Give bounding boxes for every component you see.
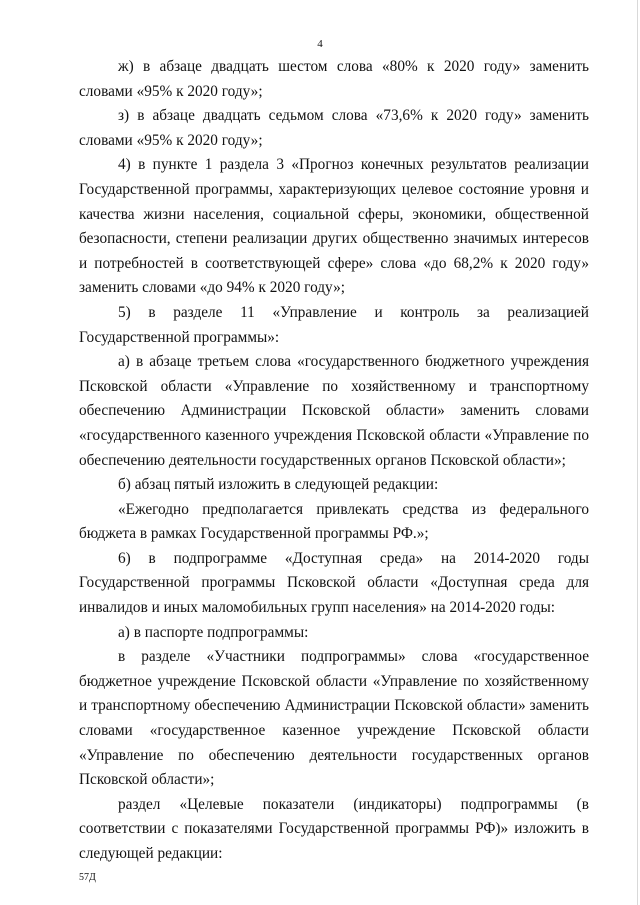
paragraph-indicators: раздел «Целевые показатели (индикаторы) подпрограммы (в соответствии с показателями Государственной программы РФ)» изложить в следующей редакции:	[79, 795, 589, 862]
paragraph-item-5: 5) в разделе 11 «Управление и контроль за реализацией Государственной программы»:	[79, 303, 589, 346]
document-body	[79, 55, 589, 867]
paragraph-item-6a: а) в паспорте подпрограммы:	[118, 623, 309, 641]
scan-edge-line	[637, 0, 638, 905]
paragraph-quote: «Ежегодно предполагается привлекать средства из федерального бюджета в рамках Государственной программы РФ.»;	[79, 500, 589, 543]
paragraph-item-6: 6) в подпрограмме «Доступная среда» на 2014-2020 годы Государственной программы Псковской области «Доступная среда для инвалидов и иных маломобильных групп населения» на 2014-2020 годы:	[79, 549, 589, 617]
paragraph-participants: в разделе «Участники подпрограммы» слова «государственное бюджетное учреждение Псковской области «Управление по хозяйственному и транспортному обеспечению Администрации Псковской области» заменить словами «государственное казенное учреждение Псковской области «Управление по обеспечению деятельности государственных органов Псковской области»;	[79, 648, 589, 789]
page-number: 4	[317, 38, 323, 50]
footer-code: 57Д	[79, 872, 96, 883]
paragraph-item-4: 4) в пункте 1 раздела 3 «Прогноз конечных результатов реализации Государственной программы, характеризующих целевое состояние уровня и качества жизни населения, социальной сферы, экономики, общественной безопасности, степени реализации других общественно значимых интересов и потребностей в соответствующей сфере» слова «до 68,2% к 2020 году» заменить словами «до 94% к 2020 году»;	[79, 156, 589, 297]
paragraph-zh: ж) в абзаце двадцать шестом слова «80% к 2020 году» заменить словами «95% к 2020 году»;	[79, 58, 589, 100]
paragraph-item-5a: а) в абзаце третьем слова «государственного бюджетного учреждения Псковской области «Управление по хозяйственному и транспортному обеспечению Администрации Псковской области» заменить словами «государственного казенного учреждения Псковской области «Управление по обеспечению деятельности государственных органов Псковской области»;	[79, 353, 589, 469]
paragraph-z: з) в абзаце двадцать седьмом слова «73,6% к 2020 году» заменить словами «95% к 2020 году»;	[79, 107, 589, 149]
paragraph-item-5b: б) абзац пятый изложить в следующей редакции:	[118, 476, 439, 494]
